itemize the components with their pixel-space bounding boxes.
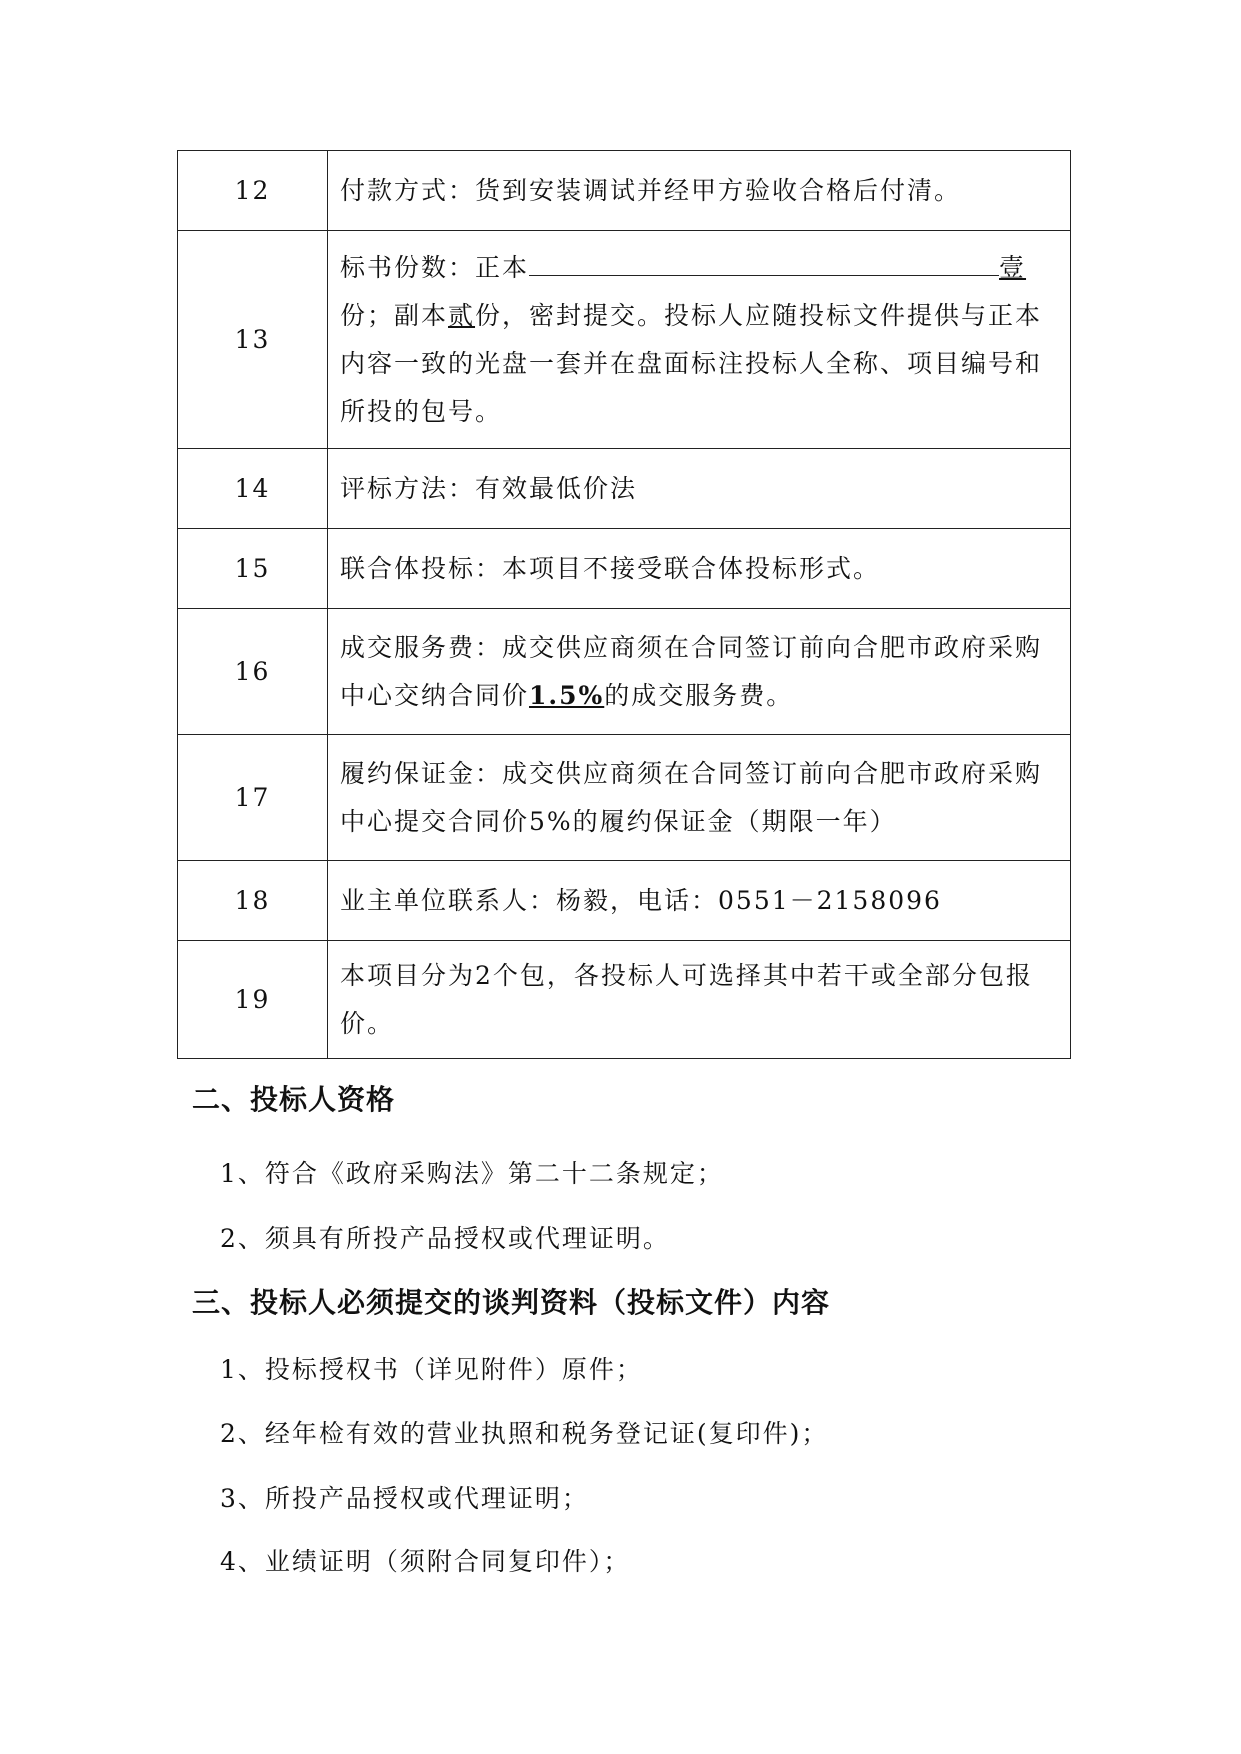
table-row — [178, 151, 1071, 231]
table-row — [178, 529, 1071, 609]
row-text: 业主单位联系人：杨毅，电话：0551－2158096 — [328, 861, 1071, 941]
row-number: 19 — [178, 941, 328, 1059]
table-row — [178, 941, 1071, 1059]
list-item: 2、须具有所投产品授权或代理证明。 — [220, 1224, 670, 1253]
blank-line — [529, 245, 999, 276]
list-item: 2、经年检有效的营业执照和税务登记证(复印件)； — [220, 1419, 829, 1448]
row-text: 本项目分为2个包，各投标人可选择其中若干或全部分包报价。 — [328, 941, 1071, 1059]
row-number: 14 — [178, 449, 328, 529]
list-item: 1、投标授权书（详见附件）原件； — [220, 1355, 643, 1384]
table-row — [178, 231, 1071, 449]
row-text: 付款方式：货到安装调试并经甲方验收合格后付清。 — [328, 151, 1071, 231]
list-item: 1、符合《政府采购法》第二十二条规定； — [220, 1159, 724, 1188]
row-text: 履约保证金：成交供应商须在合同签订前向合肥市政府采购中心提交合同价5%的履约保证金（期限一年） — [328, 735, 1071, 861]
row-number: 18 — [178, 861, 328, 941]
table-row — [178, 861, 1071, 941]
row-number: 12 — [178, 151, 328, 231]
row-number: 15 — [178, 529, 328, 609]
copies-duplicate: 贰 — [448, 300, 476, 330]
row-number: 17 — [178, 735, 328, 861]
copies-original: 壹 — [999, 252, 1027, 282]
section-heading: 二、投标人资格 — [192, 1083, 396, 1116]
list-item: 4、业绩证明（须附合同复印件）； — [220, 1547, 631, 1576]
row-text: 联合体投标：本项目不接受联合体投标形式。 — [328, 529, 1071, 609]
table-row — [178, 609, 1071, 735]
service-fee-rate: 1.5% — [529, 680, 605, 710]
list-item: 3、所投产品授权或代理证明； — [220, 1484, 589, 1513]
row-text: 标书份数：正本 壹份；副本贰份，密封提交。投标人应随投标文件提供与正本内容一致的光盘一套并在盘面标注投标人全称、项目编号和所投的包号。 — [328, 231, 1071, 449]
clause-table — [177, 150, 1071, 1059]
row-number: 13 — [178, 231, 328, 449]
row-text: 成交服务费：成交供应商须在合同签订前向合肥市政府采购中心交纳合同价1.5%的成交服务费。 — [328, 609, 1071, 735]
row-number: 16 — [178, 609, 328, 735]
row-text: 评标方法：有效最低价法 — [328, 449, 1071, 529]
table-row — [178, 735, 1071, 861]
section-heading: 三、投标人必须提交的谈判资料（投标文件）内容 — [192, 1286, 831, 1319]
table-row — [178, 449, 1071, 529]
